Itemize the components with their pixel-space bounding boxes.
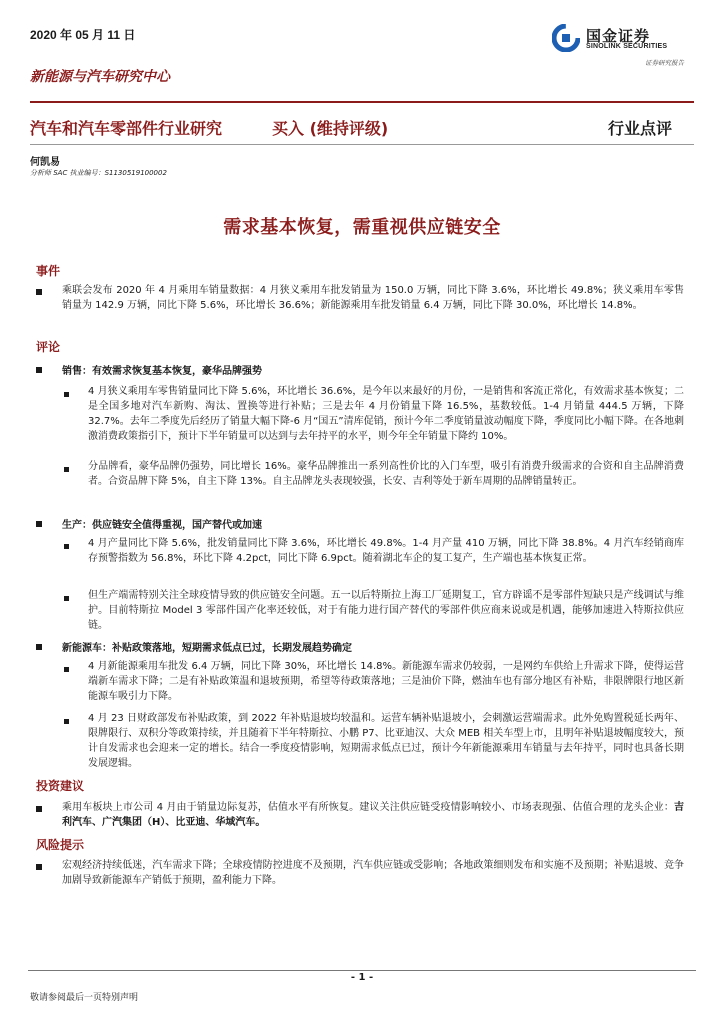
bullet-icon bbox=[64, 719, 69, 724]
report-date: 2020 年 05 月 11 日 bbox=[30, 28, 136, 42]
bullet-icon bbox=[64, 392, 69, 397]
production-paragraph-2: 但生产端需特别关注全球疫情导致的供应链安全问题。五一以后特斯拉上海工厂延期复工，官方辟谣不是零部件短缺只是产线调试与维护。目前特斯拉 Model 3 零部件国产化率还较低，对于有能力进行国产替代的零部件供应商来说或是机遇，能够加速进入特斯拉供应链。 bbox=[88, 590, 684, 631]
investment-body: 乘用车板块上市公司 4 月由于销量边际复苏，估值水平有所恢复。建议关注供应链受疫情影响较小、市场表现强、估值合理的龙头企业： bbox=[62, 802, 674, 813]
bullet-icon bbox=[36, 806, 42, 812]
subheading-nev: 新能源车：补贴政策落地，短期需求低点已过，长期发展趋势确定 bbox=[62, 643, 352, 654]
footer-divider bbox=[28, 970, 696, 971]
logo-subtitle: 证券研究报告 bbox=[645, 59, 684, 67]
page-number: - 1 - bbox=[350, 972, 374, 983]
bullet-icon bbox=[36, 289, 42, 295]
section-heading-investment: 投资建议 bbox=[36, 779, 85, 793]
header-divider bbox=[30, 101, 694, 103]
bullet-icon bbox=[64, 667, 69, 672]
nev-paragraph-2: 4 月 23 日财政部发布补贴政策，到 2022 年补贴退坡均较温和。运营车辆补贴退坡小，会刺激运营端需求。此外免购置税延长两年、限牌限行、双积分等政策持续，并且随着下半年特斯拉、小鹏 P7、比亚迪汉、大众 MEB 相关车型上市，且明年补贴退坡幅度较大，预计自发需求也会迎来一定的增长。结合一季度疫情影响，短期需求低点已过，预计今年新能源乘用车销量与去年持平，同时也具备长期发展逻辑。 bbox=[88, 713, 684, 769]
research-center: 新能源与汽车研究中心 bbox=[30, 69, 170, 85]
author-license: 分析师 SAC 执业编号：S1130519100002 bbox=[30, 169, 167, 177]
bullet-icon bbox=[64, 467, 69, 472]
industry-label: 汽车和汽车零部件行业研究 bbox=[30, 119, 223, 138]
bullet-icon bbox=[36, 521, 42, 527]
investment-highlight: 吉利汽车、广汽集团（H）、比亚迪、华域汽车。 bbox=[62, 802, 684, 828]
section-heading-risk: 风险提示 bbox=[36, 838, 85, 852]
sales-paragraph-1: 4 月狭义乘用车零售销量同比下降 5.6%，环比增长 36.6%，是今年以来最好的月份，一是销售和客流正常化，有效需求基本恢复；二是全国多地对汽车新购、淘汰、置换等进行补贴；三是去年 4 月份销量下降 16.5%，基数较低。1-4 月销量 444.5 万辆，下降 32.7%。去年二季度先后经历了销量大幅下降-6 月“国五”清库促销，预计今年二季度销量波动幅度下降，季度同比小幅下降。在各地刺激消费政策指引下，预计下半年销量可以达到与去年持平的水平，则今年全年销量下降约 10%。 bbox=[88, 386, 684, 442]
risk-text: 宏观经济持续低迷，汽车需求下降；全球疫情防控进度不及预期，汽车供应链或受影响；各地政策细则发布和实施不及预期；补贴退坡、竞争加剧导致新能源车产销低于预期，盈利能力下降。 bbox=[62, 860, 684, 886]
section-heading-event: 事件 bbox=[36, 264, 61, 278]
bullet-icon bbox=[36, 864, 42, 870]
subheading-production: 生产：供应链安全值得重视，国产替代或加速 bbox=[62, 520, 262, 531]
subheading-sales: 销售：有效需求恢复基本恢复，豪华品牌强势 bbox=[62, 366, 262, 377]
bullet-icon bbox=[64, 544, 69, 549]
event-text: 乘联会发布 2020 年 4 月乘用车销量数据：4 月狭义乘用车批发销量为 150.0 万辆，同比下降 3.6%，环比增长 49.8%；狭义乘用车零售销量为 142.9 万辆，同比下降 5.6%，环比增长 36.6%；新能源乘用车批发销量 6.4 万辆，同比下降 30.0%，环比增长 14.8%。 bbox=[62, 285, 684, 311]
subheader-divider bbox=[30, 144, 694, 145]
production-paragraph-1: 4 月产量同比下降 5.6%，批发销量同比下降 3.6%，环比增长 49.8%。1-4 月产量 410 万辆，同比下降 38.8%。4 月汽车经销商库存预警指数为 56.8%，环比下降 4.2pct，同比下降 6.9pct。随着湖北车企的复工复产，生产端也基本恢复正常。 bbox=[88, 538, 684, 564]
footer-disclaimer: 敬请参阅最后一页特别声明 bbox=[30, 993, 139, 1003]
report-title: 需求基本恢复，需重视供应链安全 bbox=[223, 217, 501, 238]
bullet-icon bbox=[64, 596, 69, 601]
rating-label: 买入 (维持评级) bbox=[272, 119, 389, 138]
investment-text bbox=[62, 800, 684, 830]
sales-paragraph-2: 分品牌看，豪华品牌仍强势，同比增长 16%。豪华品牌推出一系列高性价比的入门车型，吸引有消费升级需求的合资和自主品牌消费者。合资品牌下降 5%，自主下降 13%。自主品牌龙头表现较强，长安、吉利等处于新车周期的品牌销量转正。 bbox=[88, 461, 684, 487]
logo-english-name: SINOLINK SECURITIES bbox=[586, 43, 668, 50]
company-logo bbox=[552, 24, 702, 70]
category-label: 行业点评 bbox=[608, 119, 673, 138]
bullet-icon bbox=[36, 644, 42, 650]
logo-chinese-name: 国金证券 bbox=[586, 27, 651, 45]
bullet-icon bbox=[36, 367, 42, 373]
sinolink-logo-icon bbox=[552, 24, 580, 52]
nev-paragraph-1: 4 月新能源乘用车批发 6.4 万辆，同比下降 30%，环比增长 14.8%。新能源车需求仍较弱，一是网约车供给上升需求下降，使得运营端新车需求下降；二是有补贴政策温和退坡预期，希望等待政策落地；三是油价下降，燃油车也有部分地区有补贴，非限牌限行地区新能源车吸引力下降。 bbox=[88, 661, 684, 702]
author-name: 何凯易 bbox=[30, 157, 60, 168]
section-heading-comment: 评论 bbox=[36, 340, 61, 354]
